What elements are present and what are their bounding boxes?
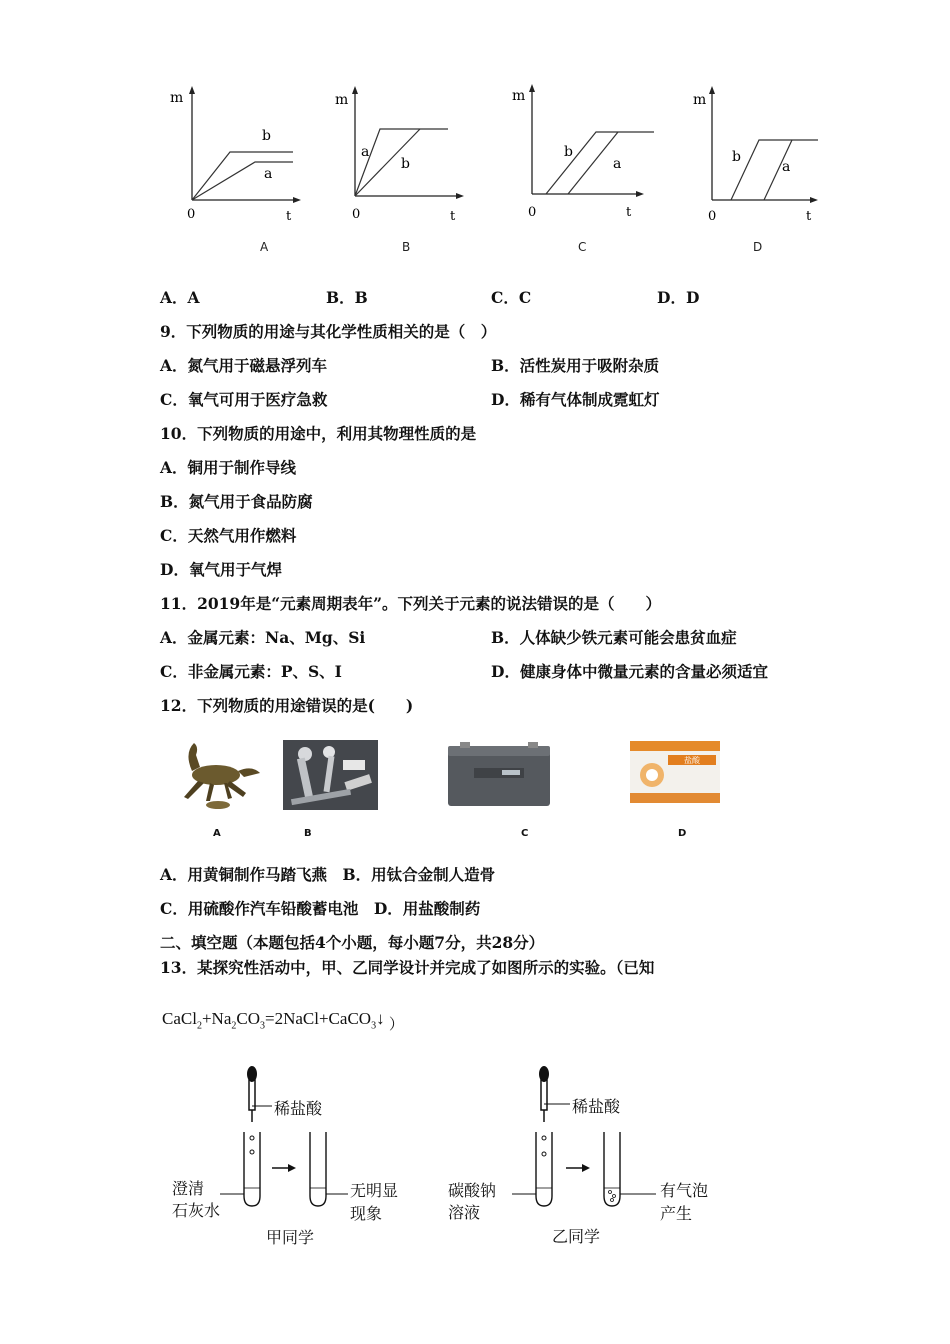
- graph-c-origin: 0: [528, 205, 537, 220]
- graph-a-axis-x: t: [286, 209, 292, 222]
- graph-c: [508, 82, 658, 222]
- graph-caption-a: A: [260, 240, 269, 254]
- q9-stem: 9．下列物质的用途与其化学性质相关的是（ ）: [160, 322, 497, 341]
- graph-d-axis-y: m: [693, 92, 707, 108]
- graph-caption-b: B: [402, 240, 411, 254]
- q10-option-c[interactable]: C．天然气用作燃料: [160, 526, 297, 545]
- q10-stem: 10．下列物质的用途中，利用其物理性质的是: [160, 424, 477, 443]
- q8-option-b[interactable]: B．B: [326, 288, 368, 307]
- medicine-box-text: 盐酸: [684, 756, 700, 765]
- experiment-diagram: [160, 1060, 760, 1260]
- graph-d-axis-x: t: [806, 209, 812, 222]
- graph-b-axis-y: m: [335, 92, 349, 108]
- left-student-label: 甲同学: [266, 1228, 315, 1247]
- q11-option-a[interactable]: A．金属元素：Na、Mg、Si: [160, 628, 366, 647]
- graph-a-label-a: a: [264, 166, 273, 182]
- graph-d-label-a: a: [782, 159, 791, 175]
- right-tube-2-icon: [604, 1132, 656, 1206]
- left-liquid-label-2: 石灰水: [172, 1201, 221, 1220]
- q9-option-d[interactable]: D．稀有气体制成霓虹灯: [491, 390, 660, 409]
- graph-b-label-b: b: [401, 156, 410, 172]
- q12-pic-label-c: C: [521, 828, 529, 839]
- left-liquid-label-1: 澄清: [172, 1179, 205, 1198]
- right-liquid-label-2: 溶液: [448, 1203, 481, 1222]
- graph-d: [686, 82, 836, 222]
- left-tube-1-icon: [220, 1132, 260, 1206]
- graph-a-origin: 0: [187, 207, 196, 222]
- right-dropper-icon: [539, 1066, 570, 1122]
- graph-c-axis-x: t: [626, 205, 632, 220]
- q12-options-line1[interactable]: A．用黄铜制作马踏飞燕 B．用钛合金制人造骨: [160, 865, 496, 884]
- right-liquid-label-1: 碳酸钠: [448, 1181, 497, 1200]
- right-student-label: 乙同学: [552, 1227, 601, 1246]
- q12-pic-label-d: D: [678, 828, 687, 839]
- titanium-bone-image: [283, 740, 378, 810]
- q12-stem: 12．下列物质的用途错误的是( ): [160, 696, 414, 715]
- q13-stem: 13．某探究性活动中，甲、乙同学设计并完成了如图所示的实验。（已知: [160, 958, 655, 977]
- right-result-label-2: 产生: [660, 1204, 693, 1223]
- q9-option-a[interactable]: A．氮气用于磁悬浮列车: [160, 356, 328, 375]
- q13-equation: $CaCl_2+Na_2CO_3=2NaCl+CaCO_3↓$ ）: [162, 1009, 404, 1033]
- q12-pic-label-a: A: [213, 828, 221, 839]
- q8-option-d[interactable]: D．D: [657, 288, 700, 307]
- graph-caption-d: D: [753, 240, 763, 254]
- q10-option-b[interactable]: B．氮气用于食品防腐: [160, 492, 313, 511]
- graph-a-axis-y: m: [170, 90, 184, 106]
- right-reagent-label: 稀盐酸: [572, 1097, 621, 1116]
- q11-option-b[interactable]: B．人体缺少铁元素可能会患贫血症: [491, 628, 737, 647]
- graph-c-axis-y: m: [512, 88, 526, 104]
- left-dropper-icon: [247, 1066, 272, 1122]
- q12-pic-label-b: B: [304, 828, 312, 839]
- q10-option-a[interactable]: A．铜用于制作导线: [160, 458, 297, 477]
- lead-acid-battery-image: [444, 742, 554, 812]
- q11-stem: 11．2019年是“元素周期表年”。下列关于元素的说法错误的是（ ）: [160, 594, 662, 613]
- q11-option-c[interactable]: C．非金属元素：P、S、I: [160, 662, 342, 681]
- q11-option-d[interactable]: D．健康身体中微量元素的含量必须适宜: [491, 662, 768, 681]
- graph-d-origin: 0: [708, 209, 717, 222]
- graph-d-label-b: b: [732, 149, 741, 165]
- left-result-label-1: 无明显: [350, 1181, 399, 1200]
- graph-c-label-a: a: [613, 156, 622, 172]
- left-reagent-label: 稀盐酸: [274, 1099, 323, 1118]
- right-result-label-1: 有气泡: [660, 1181, 709, 1200]
- left-arrow-icon: [272, 1164, 296, 1172]
- graph-b-label-a: a: [361, 144, 370, 160]
- graph-b: [330, 82, 480, 222]
- graph-a: [165, 82, 315, 222]
- q8-option-a[interactable]: A．A: [160, 288, 200, 307]
- section-2-title: 二、填空题（本题包括4个小题，每小题7分，共28分）: [160, 933, 545, 952]
- graph-b-origin: 0: [352, 207, 361, 222]
- q9-option-c[interactable]: C．氧气可用于医疗急救: [160, 390, 328, 409]
- q8-option-c[interactable]: C．C: [491, 288, 532, 307]
- graph-caption-c: C: [578, 240, 587, 254]
- q10-option-d[interactable]: D．氧气用于气焊: [160, 560, 282, 579]
- q9-option-b[interactable]: B．活性炭用于吸附杂质: [491, 356, 660, 375]
- graph-b-axis-x: t: [450, 209, 456, 222]
- medicine-box-image: [630, 741, 720, 807]
- graph-c-label-b: b: [564, 144, 573, 160]
- right-arrow-icon: [566, 1164, 590, 1172]
- q12-options-line2[interactable]: C．用硫酸作汽车铅酸蓄电池 D．用盐酸制药: [160, 899, 481, 918]
- right-tube-1-icon: [512, 1132, 552, 1206]
- left-result-label-2: 现象: [350, 1204, 383, 1223]
- left-tube-2-icon: [310, 1132, 348, 1206]
- graph-a-label-b: b: [262, 128, 271, 144]
- horse-statue-image: [166, 735, 266, 814]
